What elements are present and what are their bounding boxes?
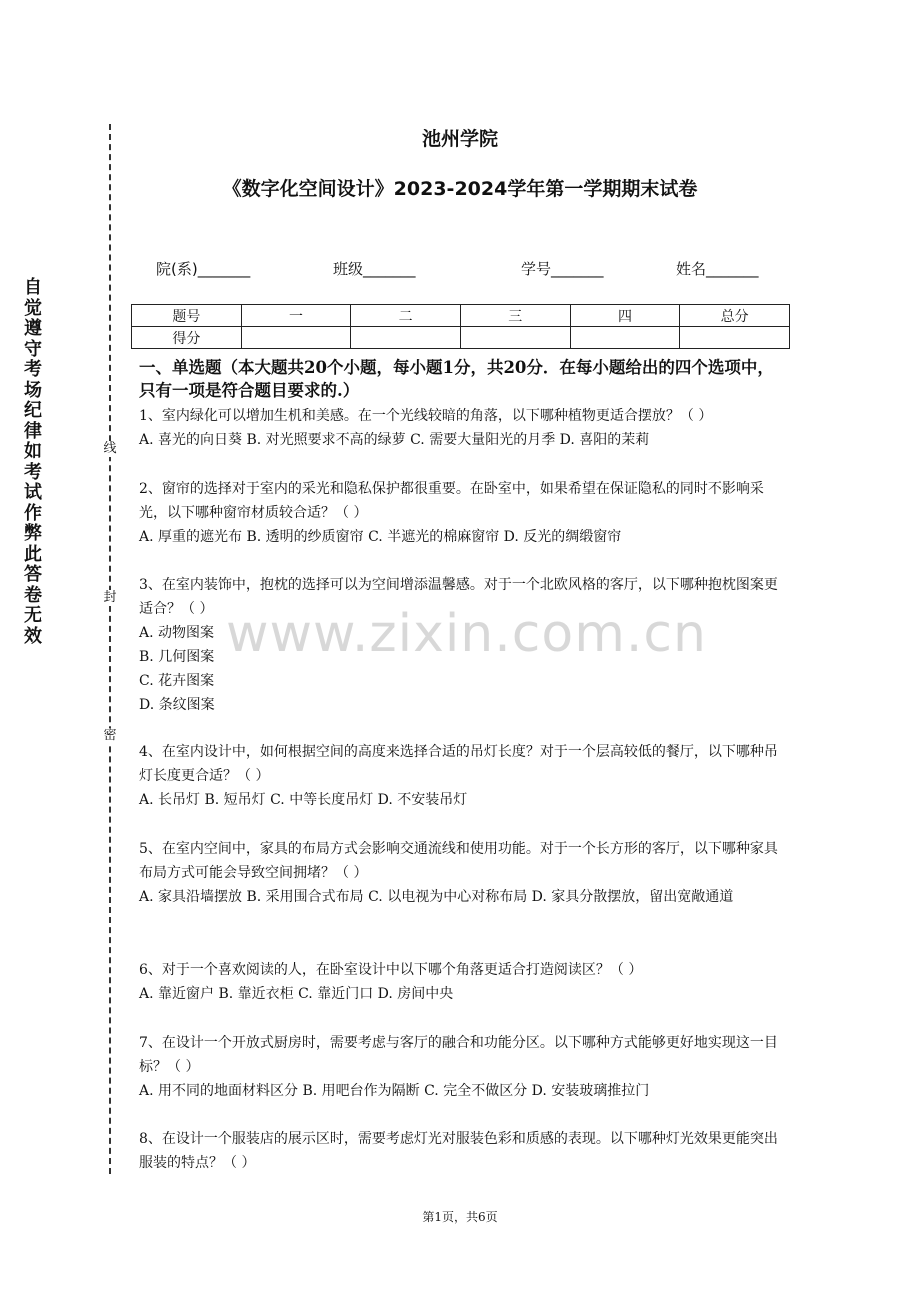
score-table-header-row [132, 305, 790, 327]
page-footer: 第1页，共6页 [422, 1210, 498, 1224]
warning-char: 律 [24, 420, 42, 442]
seal-char-line: 线 [103, 441, 117, 456]
score-header-cell: 总分 [680, 305, 790, 327]
question-stem: 4、在室内设计中，如何根据空间的高度来选择合适的吊灯长度？对于一个层高较低的餐厅，以下哪种吊灯长度更合适？（ ） [139, 744, 778, 784]
question-6 [139, 958, 789, 1006]
warning-char: 试 [24, 482, 42, 503]
question-option: D. 条纹图案 [139, 697, 215, 713]
section-heading: 一、单选题（本大题共20个小题，每小题1分，共20分．在每小题给出的四个选项中，只有一项是符合题目要求的.） [139, 358, 774, 400]
warning-char: 如 [24, 441, 42, 462]
seal-char-seal: 封 [103, 590, 117, 605]
exam-rules-vertical-warning [20, 278, 46, 647]
question-7 [139, 1031, 789, 1103]
warning-char: 作 [24, 502, 42, 524]
warning-char: 考 [24, 461, 42, 483]
score-header-cell: 三 [460, 305, 570, 327]
warning-char: 答 [24, 564, 42, 585]
question-option: A. 动物图案 [139, 625, 215, 641]
warning-char: 场 [24, 379, 42, 401]
question-4 [139, 740, 789, 812]
question-options: A. 长吊灯 B. 短吊灯 C. 中等长度吊灯 D. 不安装吊灯 [139, 792, 468, 808]
warning-char: 卷 [24, 584, 42, 606]
question-options: A. 家具沿墙摆放 B. 采用围合式布局 C. 以电视为中心对称布局 D. 家具分散摆放，留出宽敞通道 [139, 889, 734, 905]
question-stem: 8、在设计一个服装店的展示区时，需要考虑灯光对服装色彩和质感的表现。以下哪种灯光效果更能突出服装的特点？（ ） [139, 1131, 778, 1171]
question-stem: 3、在室内装饰中，抱枕的选择可以为空间增添温馨感。对于一个北欧风格的客厅，以下哪种抱枕图案更适合？（ ） [139, 577, 778, 617]
warning-char: 此 [24, 543, 42, 565]
seal-char-secret: 密 [103, 728, 117, 743]
question-option: B. 几何图案 [139, 649, 215, 665]
question-stem: 1、室内绿化可以增加生机和美感。在一个光线较暗的角落，以下哪种植物更适合摆放？（ ） [139, 408, 713, 424]
warning-char: 无 [24, 605, 42, 626]
question-options: A. 靠近窗户 B. 靠近衣柜 C. 靠近门口 D. 房间中央 [139, 986, 454, 1002]
warning-char: 考 [24, 359, 42, 380]
score-cell[interactable] [351, 327, 461, 349]
class-field[interactable]: 班级_______ [333, 260, 416, 278]
warning-char: 守 [24, 338, 42, 360]
score-table-score-row [132, 327, 790, 349]
name-field[interactable]: 姓名_______ [676, 260, 759, 278]
school-name: 池州学院 [421, 128, 498, 150]
student-info-row [0, 258, 920, 282]
question-2 [139, 477, 789, 549]
exam-title: 《数字化空间设计》2023-2024学年第一学期期末试卷 [222, 178, 698, 200]
question-options: A. 喜光的向日葵 B. 对光照要求不高的绿萝 C. 需要大量阳光的月季 D. 喜阳的茉莉 [139, 432, 650, 448]
question-stem: 2、窗帘的选择对于室内的采光和隐私保护都很重要。在卧室中，如果希望在保证隐私的同时不影响采光，以下哪种窗帘材质较合适？（ ） [139, 481, 764, 521]
student-id-field[interactable]: 学号_______ [521, 260, 604, 278]
score-cell[interactable] [241, 327, 351, 349]
warning-char: 觉 [24, 297, 42, 319]
question-5 [139, 837, 789, 909]
question-options: A. 厚重的遮光布 B. 透明的纱质窗帘 C. 半遮光的棉麻窗帘 D. 反光的绸缎窗帘 [139, 529, 622, 545]
question-stem: 7、在设计一个开放式厨房时，需要考虑与客厅的融合和功能分区。以下哪种方式能够更好地实现这一目标？（ ） [139, 1035, 778, 1075]
score-header-cell: 一 [241, 305, 351, 327]
question-1 [139, 404, 789, 452]
question-options: A. 用不同的地面材料区分 B. 用吧台作为隔断 C. 完全不做区分 D. 安装玻璃推拉门 [139, 1083, 650, 1099]
warning-char: 纪 [24, 400, 42, 421]
score-row-label: 得分 [132, 327, 242, 349]
department-field[interactable]: 院(系)_______ [156, 260, 251, 278]
score-cell[interactable] [460, 327, 570, 349]
question-stem: 6、对于一个喜欢阅读的人，在卧室设计中以下哪个角落更适合打造阅读区？（ ） [139, 962, 643, 978]
warning-char: 效 [24, 625, 42, 647]
warning-char: 弊 [24, 523, 42, 544]
score-cell[interactable] [570, 327, 680, 349]
question-option: C. 花卉图案 [139, 673, 215, 689]
watermark: www.zixin.com.cn [226, 604, 707, 664]
score-header-cell: 四 [570, 305, 680, 327]
score-header-cell: 题号 [132, 305, 242, 327]
score-header-cell: 二 [351, 305, 461, 327]
warning-char: 自 [24, 277, 42, 298]
question-8 [139, 1127, 789, 1175]
question-stem: 5、在室内空间中，家具的布局方式会影响交通流线和使用功能。对于一个长方形的客厅，以下哪种家具布局方式可能会导致空间拥堵？（ ） [139, 841, 778, 881]
score-cell[interactable] [680, 327, 790, 349]
score-table [131, 304, 790, 349]
warning-char: 遵 [24, 318, 42, 339]
